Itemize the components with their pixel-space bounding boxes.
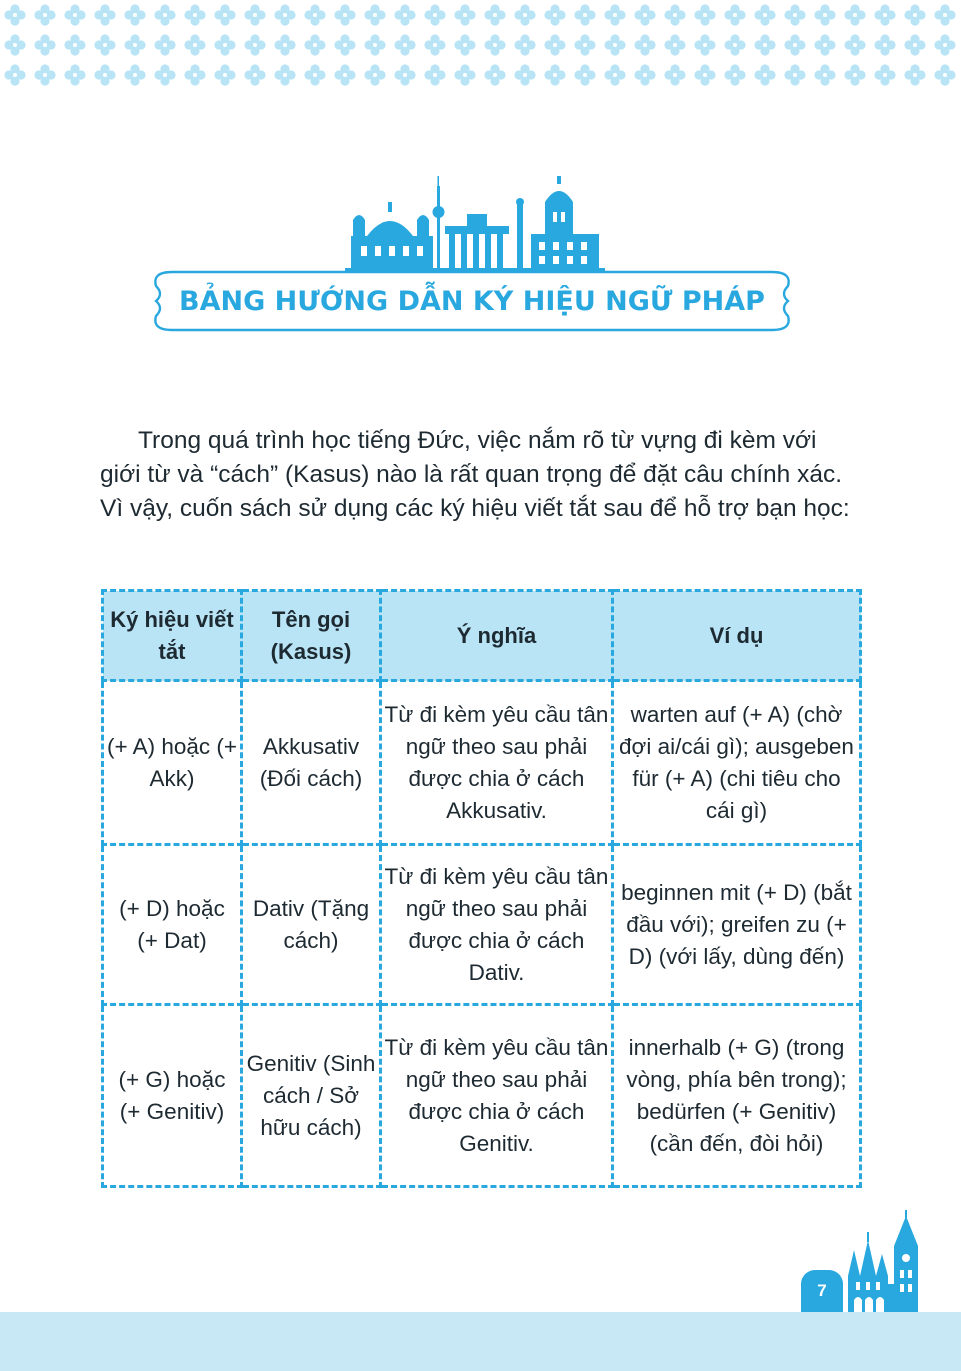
cell-case-name: Akkusativ (Đối cách)	[242, 681, 381, 845]
page-number-badge: 7	[801, 1270, 843, 1312]
cell-abbreviation: (+ G) hoặc (+ Genitiv)	[103, 1005, 242, 1187]
table-header-row	[103, 591, 861, 681]
berlin-skyline-icon	[345, 176, 605, 274]
header-meaning: Ý nghĩa	[381, 591, 613, 681]
table-row	[103, 681, 861, 845]
cell-meaning: Từ đi kèm yêu cầu tân ngữ theo sau phải được chia ở cách Genitiv.	[381, 1005, 613, 1187]
header-example: Ví dụ	[613, 591, 861, 681]
header-case-name: Tên gọi (Kasus)	[242, 591, 381, 681]
table-row	[103, 845, 861, 1005]
footer-band	[0, 1312, 961, 1371]
cell-case-name: Dativ (Tặng cách)	[242, 845, 381, 1005]
castle-icon	[846, 1210, 922, 1312]
cell-example: beginnen mit (+ D) (bắt đầu với); greifen zu (+ D) (với lấy, dùng đến)	[613, 845, 861, 1005]
cell-meaning: Từ đi kèm yêu cầu tân ngữ theo sau phải được chia ở cách Akkusativ.	[381, 681, 613, 845]
intro-paragraph: Trong quá trình học tiếng Đức, việc nắm rõ từ vựng đi kèm với giới từ và “cách” (Kasus) nào là rất quan trọng để đặt câu chính xác. Vì vậy, cuốn sách sử dụng các ký hiệu viết tắt sau để hỗ trợ bạn học:	[100, 427, 850, 522]
cell-meaning: Từ đi kèm yêu cầu tân ngữ theo sau phải được chia ở cách Dativ.	[381, 845, 613, 1005]
table-row	[103, 1005, 861, 1187]
header-abbreviation: Ký hiệu viết tắt	[103, 591, 242, 681]
cell-example: warten auf (+ A) (chờ đợi ai/cái gì); ausgeben für (+ A) (chi tiêu cho cái gì)	[613, 681, 861, 845]
cell-example: innerhalb (+ G) (trong vòng, phía bên trong); bedürfen (+ Genitiv) (cần đến, đòi hỏi)	[613, 1005, 861, 1187]
cell-abbreviation: (+ D) hoặc (+ Dat)	[103, 845, 242, 1005]
page-title: BẢNG HƯỚNG DẪN KÝ HIỆU NGỮ PHÁP	[179, 285, 765, 317]
cell-abbreviation: (+ A) hoặc (+ Akk)	[103, 681, 242, 845]
grammar-symbol-table	[101, 589, 862, 1188]
cell-case-name: Genitiv (Sinh cách / Sở hữu cách)	[242, 1005, 381, 1187]
top-decorative-pattern	[0, 0, 961, 86]
